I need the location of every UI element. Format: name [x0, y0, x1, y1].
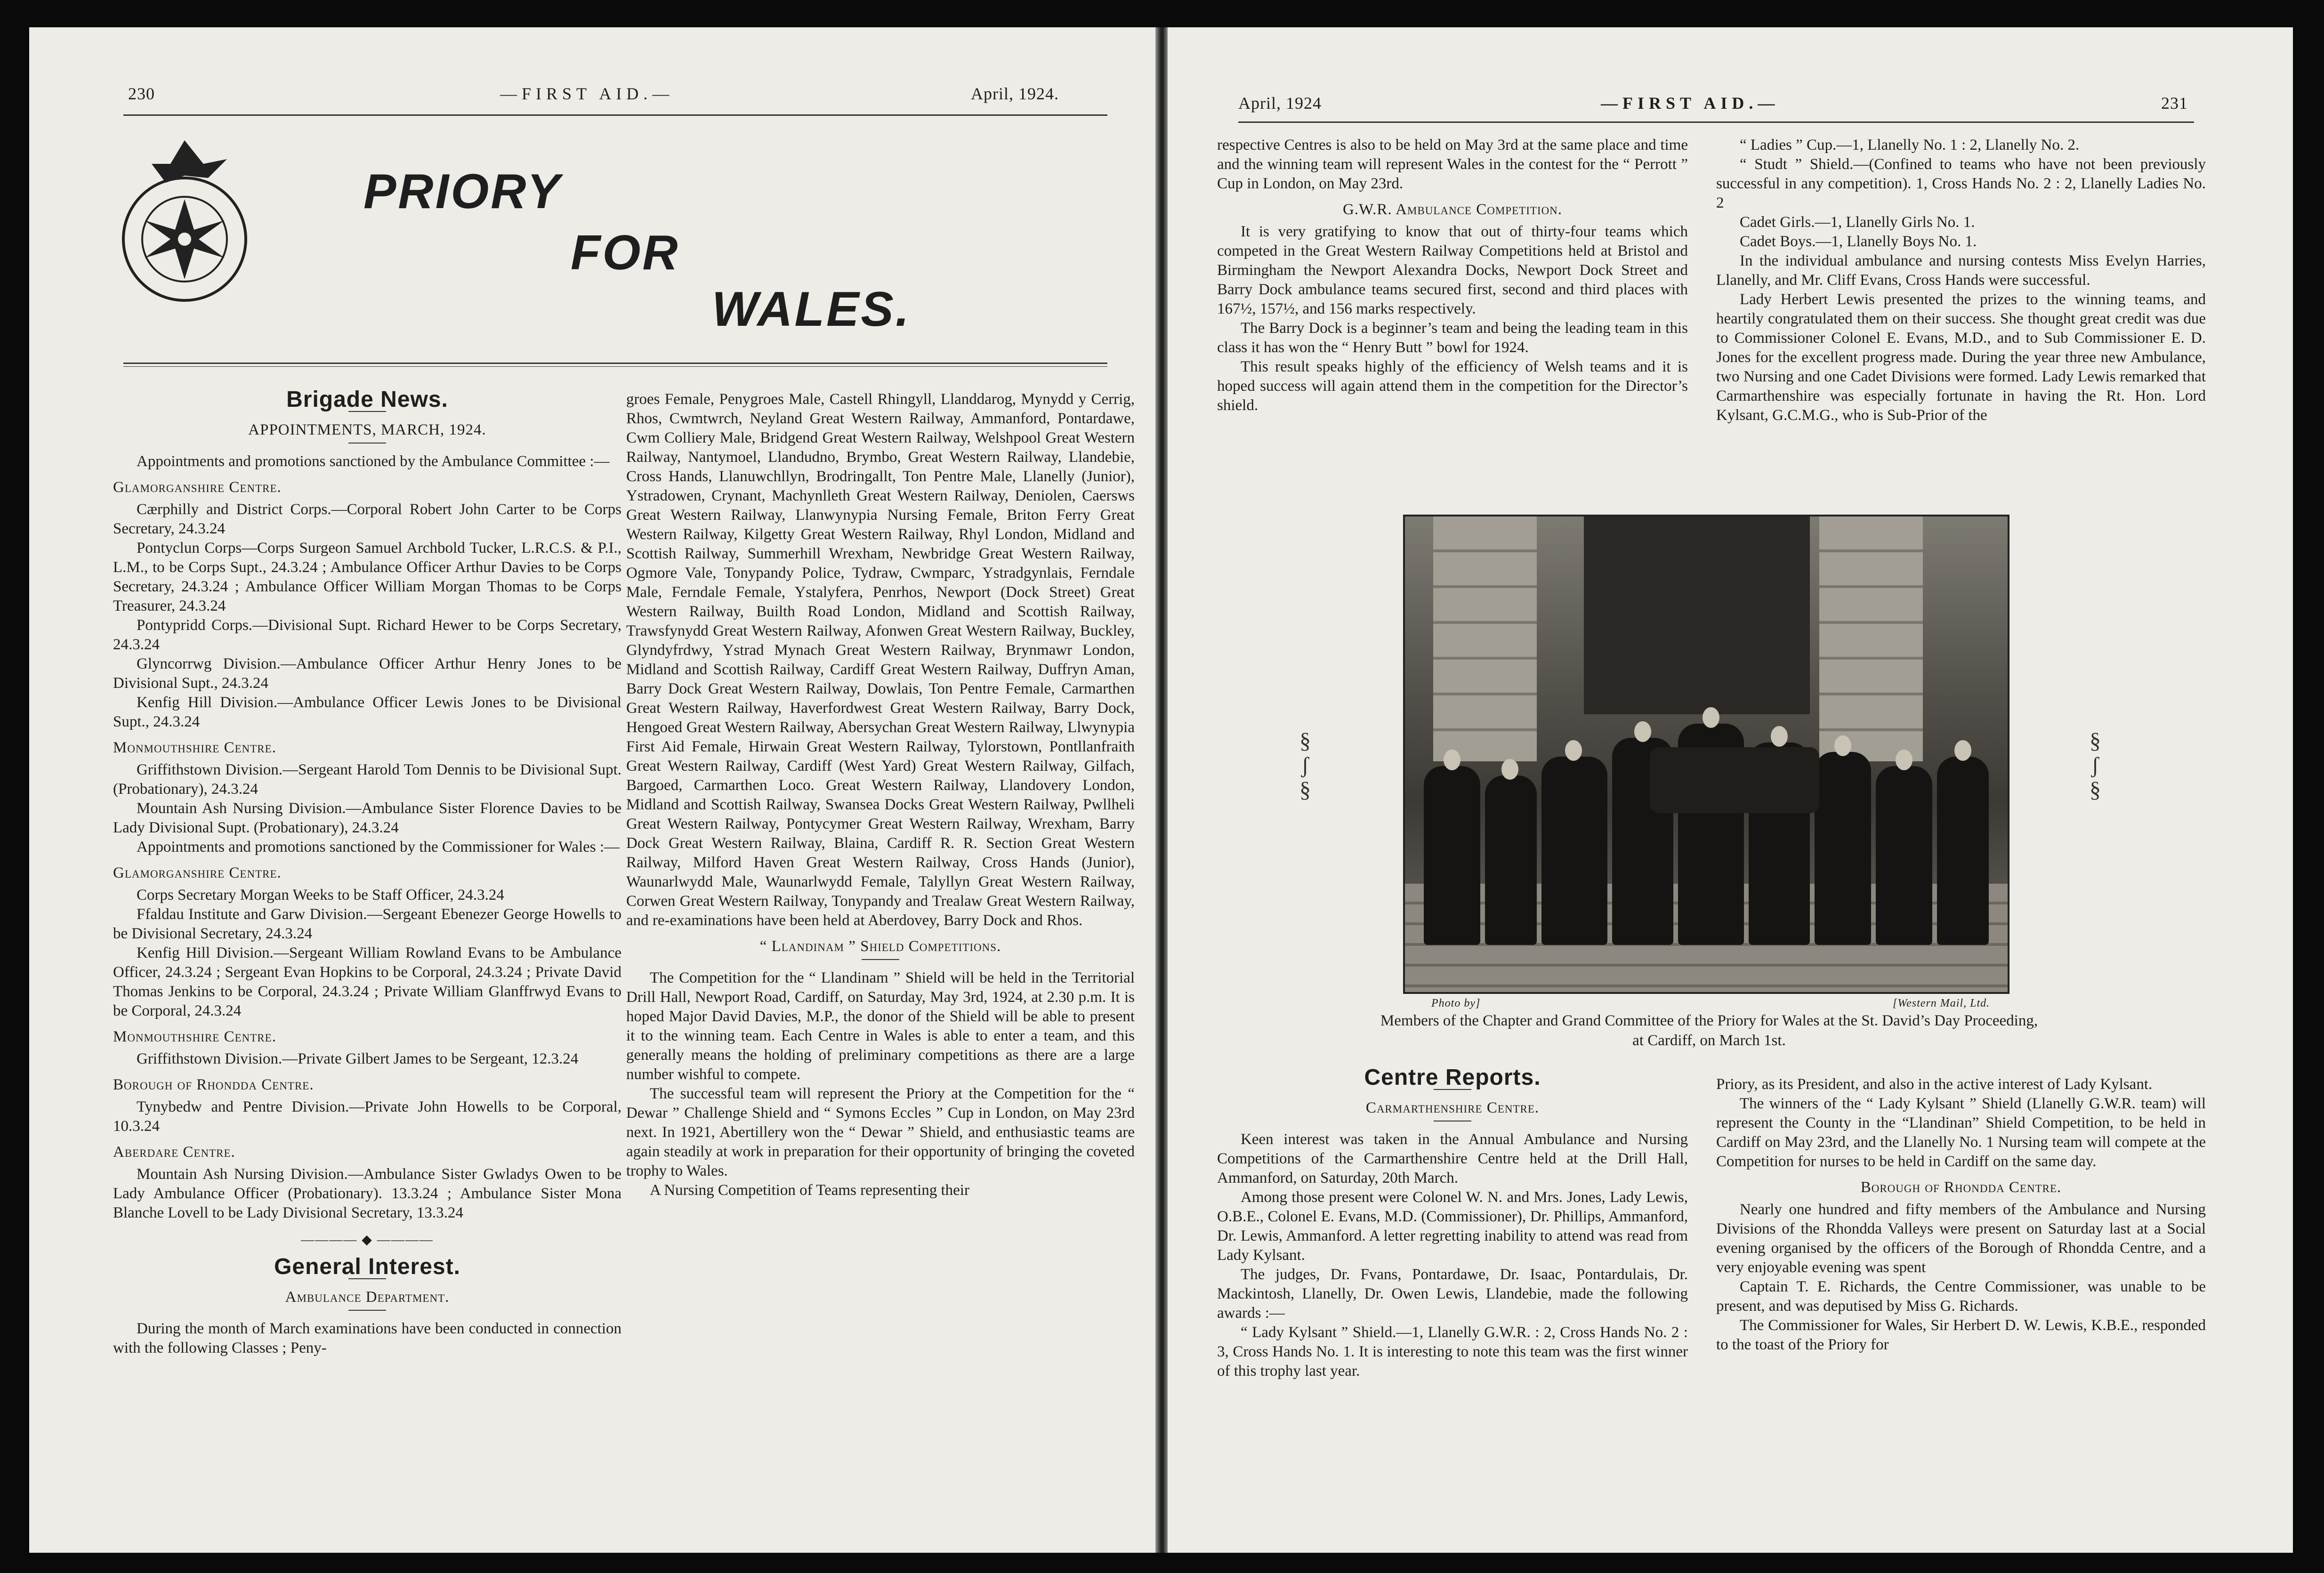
photo-credit-right: [Western Mail, Ltd.	[1893, 997, 1990, 1009]
running-title: —FIRST AID.—	[1601, 94, 1780, 113]
right-top-column-2	[1716, 136, 2206, 425]
paragraph: In the individual ambulance and nursing contests Miss Evelyn Harries, Llanelly, and Mr. Cliff Evans, Cross Hands were successful.	[1716, 252, 2206, 289]
left-column-1	[113, 385, 621, 1358]
figure-head	[1501, 759, 1518, 780]
paragraph: Mountain Ash Nursing Division.—Ambulance Sister Gwladys Owen to be Lady Ambulance Officer (Probationary). 13.3.24 ; Ambulance Sister Mona Blanche Lovell to be Lady Divisional Secretary, 13.3.24	[113, 1166, 621, 1221]
section-heading: Carmarthenshire Centre.	[1365, 1099, 1540, 1116]
flourish-right-icon: § ʃ §	[2090, 728, 2101, 802]
ornament-divider-icon: ———— ◆ ————	[301, 1233, 434, 1247]
building-wall	[1819, 516, 1923, 761]
page-number: 231	[2161, 94, 2188, 113]
paragraph: The judges, Dr. Fvans, Pontardawe, Dr. Isaac, Pontardulais, Dr. Mackintosh, Llanelly, Dr. Owen Lewis, Llandebie, made the following awards :—	[1217, 1266, 1688, 1322]
paragraph: The successful team will represent the Priory at the Competition for the “ Dewar ” Challenge Shield and “ Symons Eccles ” Cup in London, on May 23rd next. In 1921, Abertillery won the “ Dewar ” Shield, and enthusiastic teams are again steadily at work in preparation for their opportunity of bringing the coveted trophy to Wales.	[626, 1085, 1135, 1179]
paragraph: Nearly one hundred and fifty members of the Ambulance and Nursing Divisions of the Rhondda Valleys were present on Saturday last at a Social evening organised by the officers of the Borough of Rhondda Centre, and a very enjoyable evening was spent	[1716, 1201, 2206, 1276]
title-priory: PRIORY	[363, 164, 562, 219]
general-interest-heading: General Interest.	[274, 1254, 460, 1279]
section-heading: Monmouthshire Centre.	[113, 739, 276, 756]
section-heading: Glamorganshire Centre.	[113, 479, 282, 496]
standing-figure	[1937, 757, 1989, 945]
paragraph: The Commissioner for Wales, Sir Herbert D. W. Lewis, K.B.E., responded to the toast of the Priory for	[1716, 1317, 2206, 1353]
paragraph: Priory, as its President, and also in the active interest of Lady Kylsant.	[1716, 1076, 2153, 1093]
paragraph: Corps Secretary Morgan Weeks to be Staff Officer, 24.3.24	[137, 887, 504, 903]
figure-head	[1896, 750, 1912, 770]
issue-date: April, 1924.	[971, 84, 1059, 103]
priory-emblem	[114, 131, 255, 310]
dash	[862, 959, 899, 960]
group-photograph	[1403, 515, 2009, 994]
paragraph: A Nursing Competition of Teams representing their	[650, 1182, 969, 1199]
figure-head	[1771, 726, 1788, 747]
title-for: FOR	[571, 226, 680, 280]
section-heading: Borough of Rhondda Centre.	[113, 1076, 314, 1093]
brigade-news-heading: Brigade News.	[286, 387, 448, 412]
paragraph: Griffithstown Division.—Private Gilbert James to be Sergeant, 12.3.24	[137, 1050, 579, 1067]
st-john-cross-icon	[114, 131, 255, 310]
flourish-left-icon: § ʃ §	[1299, 728, 1311, 802]
right-bottom-column-1	[1217, 1063, 1688, 1381]
paragraph: It is very gratifying to know that out of thirty-four teams which competed in the Great Western Railway Competitions held at Bristol and Birmingham the Newport Alexandra Docks, Newport Dock Street and Barry Dock ambulance teams secured first, second and third places with 167½, 157½, and 156 marks respectively.	[1217, 223, 1688, 317]
centre-reports-heading: Centre Reports.	[1364, 1065, 1541, 1090]
figure-head	[1444, 750, 1461, 770]
standing-figure	[1424, 766, 1480, 945]
paragraph: Cærphilly and District Corps.—Corporal Robert John Carter to be Corps Secretary, 24.3.24	[113, 501, 621, 537]
paragraph: Captain T. E. Richards, the Centre Commissioner, was unable to be present, and was deputised by Miss G. Richards.	[1716, 1278, 2206, 1315]
paragraph: Mountain Ash Nursing Division.—Ambulance Sister Florence Davies to be Lady Divisional Supt. (Probationary), 24.3.24	[113, 800, 621, 836]
left-column-2	[626, 390, 1135, 1200]
photo-caption-line1: Members of the Chapter and Grand Committee of the Priory for Wales at the St. David’s Day Proceeding,	[1380, 1012, 2038, 1029]
section-heading: Monmouthshire Centre.	[113, 1028, 276, 1045]
paragraph: Appointments and promotions sanctioned by the Ambulance Committee :—	[137, 453, 610, 470]
paragraph: Appointments and promotions sanctioned by the Commissioner for Wales :—	[137, 839, 620, 855]
paragraph: The winners of the “ Lady Kylsant ” Shield (Llanelly G.W.R. team) will represent the County in the “Llandinan” Shield Competition, to be held in Cardiff on May 23rd, and the Llanelly No. 1 Nursing team will compete at the Competition for nurses to be held in Cardiff on the same day.	[1716, 1095, 2206, 1170]
paragraph: respective Centres is also to be held on May 3rd at the same place and time and the winning team will represent Wales in the contest for the “ Perrott ” Cup in London, on May 23rd.	[1217, 137, 1688, 192]
paragraph: During the month of March examinations have been conducted in connection with the following Classes ; Peny-	[113, 1320, 621, 1356]
photo-credit-left: Photo by]	[1431, 997, 1481, 1009]
page-number: 230	[128, 84, 155, 103]
appointments-heading: APPOINTMENTS, MARCH, 1924.	[248, 421, 486, 438]
header-rule	[1238, 121, 2194, 123]
right-top-column-1	[1217, 136, 1688, 415]
standing-figure	[1541, 757, 1607, 945]
paragraph: Ffaldau Institute and Garw Division.—Sergeant Ebenezer George Howells to be Divisional Secretary, 24.3.24	[113, 906, 621, 942]
figure-head	[1834, 735, 1851, 756]
left-page	[29, 27, 1155, 1553]
section-heading: “ Llandinam ” Shield Competitions.	[759, 938, 1001, 955]
running-title: —FIRST AID.—	[500, 84, 674, 103]
paragraph: This result speaks highly of the efficiency of Welsh teams and it is hoped success will again attend them in the competition for the Director’s shield.	[1217, 358, 1688, 414]
paragraph: “ Lady Kylsant ” Shield.—1, Llanelly G.W.R. : 2, Cross Hands No. 2 : 3, Cross Hands No. 1. It is interesting to note this team was the first winner of this trophy last year.	[1217, 1324, 1688, 1379]
figure-head	[1703, 707, 1719, 728]
paragraph: Lady Herbert Lewis presented the prizes to the winning teams, and heartily congratulated them on their success. She thought great credit was due to Commissioner Colonel E. Evans, M.D., and to Sub Commissioner E. D. Jones for the excellent progress made. During the year three new Ambulance, two Nursing and one Cadet Divisions were formed. Lady Lewis remarked that Carmarthenshire was especially fortunate in having the Rt. Hon. Lord Kylsant, G.C.M.G., who is Sub-Prior of the	[1716, 291, 2206, 424]
figure-head	[1565, 740, 1582, 761]
paragraph: Pontyclun Corps—Corps Surgeon Samuel Archbold Tucker, L.R.C.S. & P.I., L.M., to be Corps Supt., 24.3.24 ; Ambulance Officer Arthur Davies to be Corps Secretary, 24.3.24 ; Ambulance Officer William Morgan Thomas to be Corps Treasurer, 24.3.24	[113, 540, 621, 614]
paragraph: Tynybedw and Pentre Division.—Private John Howells to be Corporal, 10.3.24	[113, 1098, 621, 1135]
paragraph: Among those present were Colonel W. N. and Mrs. Jones, Lady Lewis, O.B.E., Colonel E. Evans, M.D. (Commissioner), Dr. Phillips, Ammanford, Dr. Lewis, Ammanford. A letter regretting inability to attend was read from Lady Kylsant.	[1217, 1189, 1688, 1264]
paragraph: Cadet Boys.—1, Llanelly Boys No. 1.	[1740, 233, 1977, 250]
paragraph: Pontypridd Corps.—Divisional Supt. Richard Hewer to be Corps Secretary, 24.3.24	[113, 617, 621, 653]
building-doorway	[1584, 516, 1810, 714]
right-bottom-column-2	[1716, 1075, 2206, 1355]
figure-head	[1634, 721, 1651, 742]
paragraph: The Barry Dock is a beginner’s team and being the leading team in this class it has won the “ Henry Butt ” bowl for 1924.	[1217, 320, 1688, 356]
dash	[348, 443, 386, 444]
paragraph: groes Female, Penygroes Male, Castell Rhingyll, Llanddarog, Mynydd y Cerrig, Rhos, Cwmtwrch, Neyland Great Western Railway, Ammanford, Pontardawe, Cwm Colliery Male, Bridgend Great Western Railway, Welshpool Great Western Railway, Nantymoel, Llandudno, Brymbo, Great Western Railway, Llandebie, Cross Hands, Llanuwchllyn, Brodringallt, Ton Pentre Male, Llanelly (Junior), Ystradowen, Crynant, Machynlleth Great Western Railway, Deniolen, Caersws Great Western Railway, Llanwynypia Nursing Female, Briton Ferry Great Western Railway, Kilgetty Great Western Railway, Rhyl London, Midland and Scottish Railway, Summerhill Wrexham, Newbridge Great Western Railway, Ogmore Vale, Tonypandy Police, Tydraw, Cwmparc, Ystradgynlais, Ferndale Male, Ferndale Female, Ystalyfera, Penrhos, Newport (Dock Street) Great Western Railway, Builth Road London, Midland and Scottish Railway, Trawsfynydd Great Western Railway, Afonwen Great Western Railway, Buckley, Glyndyfrdwy, Ystrad Mynach Great Western Railway, Brynmawr London, Midland and Scottish Railway, Cardiff Great Western Railway, Duffryn Aman, Barry Dock Great Western Railway, Dowlais, Ton Pentre Female, Carmarthen Great Western Railway, Haverfordwest Great Western Railway, Barry Dock, Hengoed Great Western Railway, Abersychan Great Western Railway, Llwynypia First Aid Female, Hirwain Great Western Railway, Tylorstown, Pontllanfraith Great Western Railway, Cardiff (West Yard) Great Western Railway, Gilfach, Bargoed, Carmarthen Loco. Great Western Railway, Llandovery London, Midland and Scottish Railway, Swansea Docks Great Western Railway, Pwllheli Great Western Railway, Pontycymer Great Western Railway, Wrexham, Barry Dock Great Western Railway, Blaina, Cardiff R. R. Section Great Western Railway, Milford Haven Great Western Railway, Cross Hands (Junior), Waunarlwydd Male, Waunarlwydd Female, Talyllyn Great Western Railway, Corwen Great Western Railway, Tonypandy and Trealaw Great Western Railway, and re-examinations have been held at Aberdovey, Barry Dock and Rhos.	[626, 391, 1135, 929]
header-rule	[123, 114, 1107, 116]
dash	[348, 1310, 386, 1311]
paragraph: Glyncorrwg Division.—Ambulance Officer Arthur Henry Jones to be Divisional Supt., 24.3.24	[113, 655, 621, 692]
paragraph: Cadet Girls.—1, Llanelly Girls No. 1.	[1740, 214, 1975, 231]
paragraph: Kenfig Hill Division.—Sergeant William Rowland Evans to be Ambulance Officer, 24.3.24 ; Sergeant Evan Hopkins to be Corporal, 24.3.24 ; Private David Thomas Jenkins to be Corporal, 24.3.24 ; Private William Glanffrwyd Evans to be Corporal, 24.3.24	[113, 944, 621, 1019]
photo-caption-line2: at Cardiff, on March 1st.	[1632, 1032, 1786, 1049]
section-heading: Ambulance Department.	[285, 1289, 450, 1306]
paragraph: Kenfig Hill Division.—Ambulance Officer Lewis Jones to be Divisional Supt., 24.3.24	[113, 694, 621, 730]
standing-figure	[1876, 766, 1932, 945]
title-rule-thin	[123, 366, 1107, 367]
title-rule	[123, 363, 1107, 364]
standing-figure	[1485, 775, 1537, 945]
section-heading: Glamorganshire Centre.	[113, 864, 282, 881]
section-heading: G.W.R. Ambulance Competition.	[1342, 201, 1563, 218]
paragraph: “ Ladies ” Cup.—1, Llanelly No. 1 : 2, Llanelly No. 2.	[1740, 137, 2080, 153]
section-heading: Borough of Rhondda Centre.	[1860, 1179, 2062, 1196]
issue-date: April, 1924	[1238, 94, 1322, 113]
paragraph: Griffithstown Division.—Sergeant Harold Tom Dennis to be Divisional Supt. (Probationary), 24.3.24	[113, 761, 621, 798]
section-heading: Aberdare Centre.	[113, 1144, 235, 1161]
paragraph: “ Studt ” Shield.—(Confined to teams who have not been previously successful in any competition). 1, Cross Hands No. 2 : 2, Llanelly Ladies No. 2	[1716, 156, 2206, 211]
paragraph: Keen interest was taken in the Annual Ambulance and Nursing Competitions of the Carmarthenshire Centre held at the Drill Hall, Ammanford, on Saturday, 20th March.	[1217, 1131, 1688, 1186]
standing-figure	[1815, 752, 1871, 945]
paragraph: The Competition for the “ Llandinam ” Shield will be held in the Territorial Drill Hall, Newport Road, Cardiff, on Saturday, May 3rd, 1924, at 2.30 p.m. It is hoped Major David Davies, M.P., the donor of the Shield will be able to present it to the winning team. Each Centre in Wales is able to enter a team, and this generally means the holding of preliminary competitions as there are a large number wishful to compete.	[626, 969, 1135, 1083]
figure-head	[1954, 740, 1971, 761]
building-wall	[1433, 516, 1537, 761]
title-wales: WALES.	[712, 282, 911, 337]
back-row-figures	[1650, 747, 1819, 813]
right-page	[1168, 27, 2293, 1553]
book-spine	[1155, 27, 1168, 1553]
